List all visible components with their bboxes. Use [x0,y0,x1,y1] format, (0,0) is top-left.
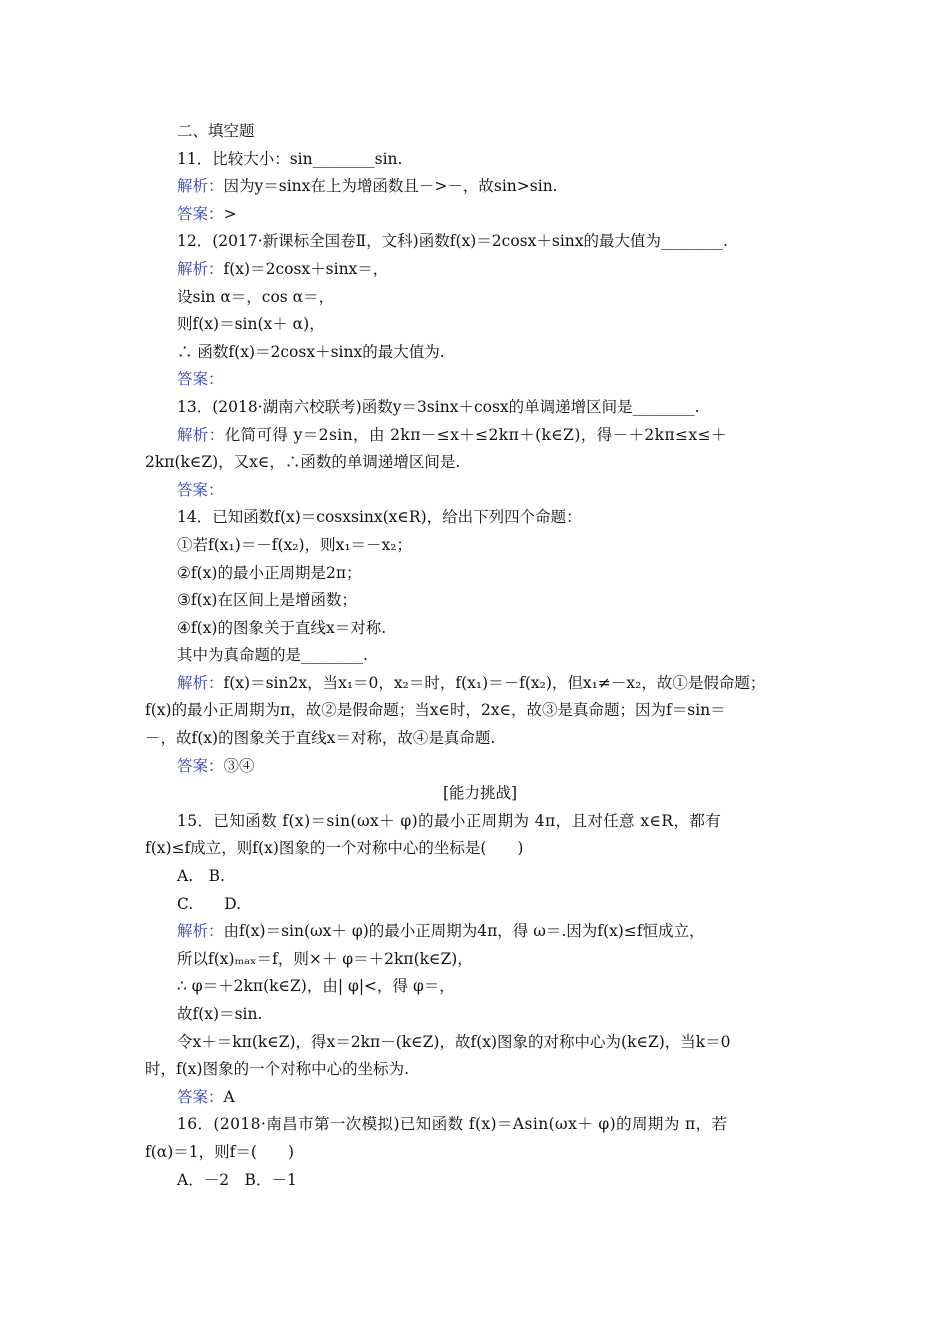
q14-item-2: ②f(x)的最小正周期是2π； [177,563,362,582]
q14-question: 14．已知函数f(x)＝cosxsinx(x∈R)，给出下列四个命题： [177,508,582,527]
q14-item-1: ①若f(x₁)＝－f(x₂)，则x₁＝－x₂； [177,535,412,554]
q12-analysis-3: 则f(x)＝sin(x＋ α)， [177,315,325,334]
section-title: 二、填空题 [177,122,255,140]
challenge-title: [能力挑战] [442,784,518,803]
analysis-label: 解析： [177,425,225,444]
answer-label: 答案： [177,1087,224,1106]
q15-analysis-3: ∴ φ＝＋2kπ(k∈Z)，由| φ|<，得 φ＝， [177,977,455,996]
q12-question: 12．(2017·新课标全国卷Ⅱ，文科)函数f(x)＝2cosx＋sinx的最大值为________. [177,232,728,251]
q14-answer: 答案：③④ [177,756,255,775]
q15-analysis-4: 故f(x)＝sin. [177,1005,263,1023]
q12-analysis-2: 设sin α＝，cos α＝， [177,287,335,306]
q14-prompt: 其中为真命题的是________. [177,646,368,665]
q15-options-1: A. B. [177,867,225,886]
analysis-label: 解析： [177,673,224,692]
q16-options-1: A．－2 B．－1 [177,1170,297,1189]
q16-question-2: f(α)＝1，则f＝( ) [145,1142,294,1161]
q15-analysis-2: 所以f(x)ₘₐₓ＝f，则×＋ φ＝＋2kπ(k∈Z)， [177,949,473,968]
q16-question: 16．(2018·南昌市第一次模拟)已知函数 f(x)＝Asin(ωx＋ φ)的周期为 π，若 [177,1115,728,1134]
q14-item-3: ③f(x)在区间上是增函数； [177,591,357,610]
analysis-label: 解析： [177,177,224,196]
q12-analysis-4: ∴ 函数f(x)＝2cosx＋sinx的最大值为. [177,342,445,361]
q11-answer: 答案：> [177,204,237,223]
q15-answer: 答案：A [177,1087,235,1106]
document-page [145,118,815,1194]
q15-analysis-6: 时，f(x)图象的一个对称中心的坐标为. [145,1060,410,1079]
q15-question: 15．已知函数 f(x)＝sin(ωx＋ φ)的最小正周期为 4π，且对任意 x∈R，都有 [177,811,722,830]
q12-answer [145,366,815,394]
q13-answer [145,477,815,505]
q15-analysis-5: 令x＋＝kπ(k∈Z)，得x＝2kπ－(k∈Z)，故f(x)图象的对称中心为(k∈Z)，当k＝0 [177,1032,731,1051]
q12-analysis: 解析：f(x)＝2cosx＋sinx＝， [177,259,389,278]
q15-question-2: f(x)≤f成立，则f(x)图象的一个对称中心的坐标是( ) [145,839,524,858]
q15-options-2: C. D. [177,894,242,913]
q14-analysis-2: f(x)的最小正周期为π，故②是假命题；当x∈时，2x∈，故③是真命题；因为f＝sin＝ [145,701,726,720]
answer-label: 答案： [177,480,224,499]
answer-label: 答案： [177,370,224,389]
answer-label: 答案： [177,756,224,775]
q15-analysis: 解析：由f(x)＝sin(ωx＋ φ)的最小正周期为4π，得 ω＝.因为f(x)≤f恒成立， [177,922,705,941]
analysis-label: 解析： [177,259,224,278]
q13-analysis-2: 2kπ(k∈Z)，又x∈，∴函数的单调递增区间是. [145,453,461,472]
answer-label: 答案： [177,204,224,223]
q11-analysis: 解析：因为y＝sinx在上为增函数且－>－，故sin>sin. [177,177,558,196]
q13-question: 13．(2018·湖南六校联考)函数y＝3sinx＋cosx的单调递增区间是________. [177,397,700,416]
q14-analysis-3: －，故f(x)的图象关于直线x＝对称，故④是真命题. [145,729,496,748]
q11-question: 11．比较大小：sin________sin. [177,149,403,168]
analysis-label: 解析： [177,922,224,941]
q14-item-4: ④f(x)的图象关于直线x＝对称. [177,618,387,637]
q13-analysis: 解析：化简可得 y＝2sin，由 2kπ－≤x＋≤2kπ＋(k∈Z)，得－＋2kπ≤x≤＋ [177,425,727,444]
q14-analysis: 解析：f(x)＝sin2x，当x₁＝0，x₂＝时，f(x₁)＝－f(x₂)，但x₁≠－x₂，故①是假命题； [177,673,766,692]
